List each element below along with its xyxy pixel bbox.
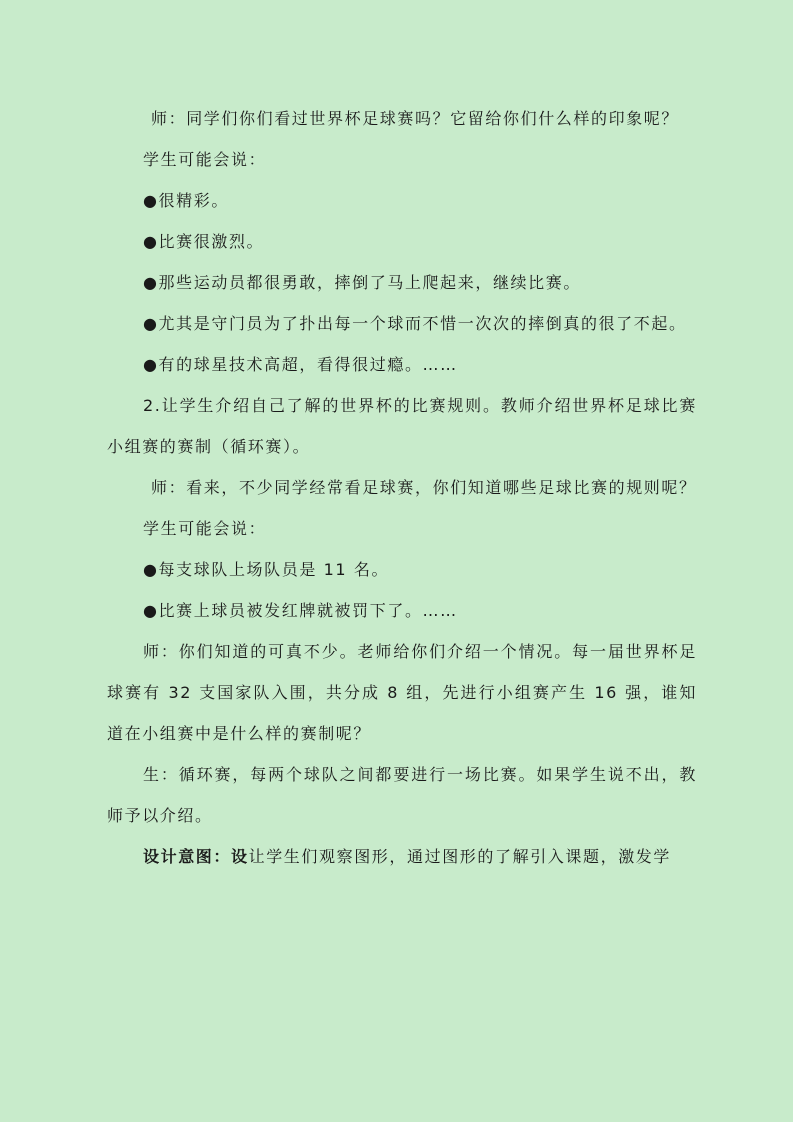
design-intent-text: 让学生们观察图形，通过图形的了解引入课题，激发学 — [248, 847, 672, 866]
paragraph-student-answer: 生：循环赛，每两个球队之间都要进行一场比赛。如果学生说不出，教师予以介绍。 — [107, 765, 697, 825]
bullet-item: ●每支球队上场队员是 11 名。 — [143, 560, 390, 579]
paragraph-students-may-say-2: 学生可能会说： — [143, 519, 267, 538]
paragraph-teacher-question-1: 师：同学们你们看过世界杯足球赛吗？它留给你们什么样的印象呢？ — [151, 109, 680, 128]
bullet-item: ●那些运动员都很勇敢，摔倒了马上爬起来，继续比赛。 — [143, 273, 581, 292]
bullet-item: ●比赛上球员被发红牌就被罚下了。…… — [143, 601, 458, 620]
bullet-item: ●有的球星技术高超，看得很过瘾。…… — [143, 355, 458, 374]
paragraph-teacher-question-2: 师：看来，不少同学经常看足球赛，你们知道哪些足球比赛的规则呢？ — [151, 478, 697, 497]
bullet-item: ●很精彩。 — [143, 191, 229, 210]
paragraph-rules-intro: 2.让学生介绍自己了解的世界杯的比赛规则。教师介绍世界杯足球比赛小组赛的赛制（循环赛）。 — [107, 396, 697, 456]
paragraph-design-intent — [107, 836, 697, 877]
design-intent-label: 设计意图：设 — [143, 847, 249, 866]
paragraph-teacher-explanation: 师：你们知道的可真不少。老师给你们介绍一个情况。每一届世界杯足球赛有 32 支国家队入围，共分成 8 组，先进行小组赛产生 16 强，谁知道在小组赛中是什么样的赛制呢？ — [107, 642, 697, 743]
bullet-item: ●尤其是守门员为了扑出每一个球而不惜一次次的摔倒真的很了不起。 — [143, 314, 687, 333]
document-body — [107, 98, 697, 877]
bullet-item: ●比赛很激烈。 — [143, 232, 265, 251]
paragraph-students-may-say-1: 学生可能会说： — [143, 150, 267, 169]
